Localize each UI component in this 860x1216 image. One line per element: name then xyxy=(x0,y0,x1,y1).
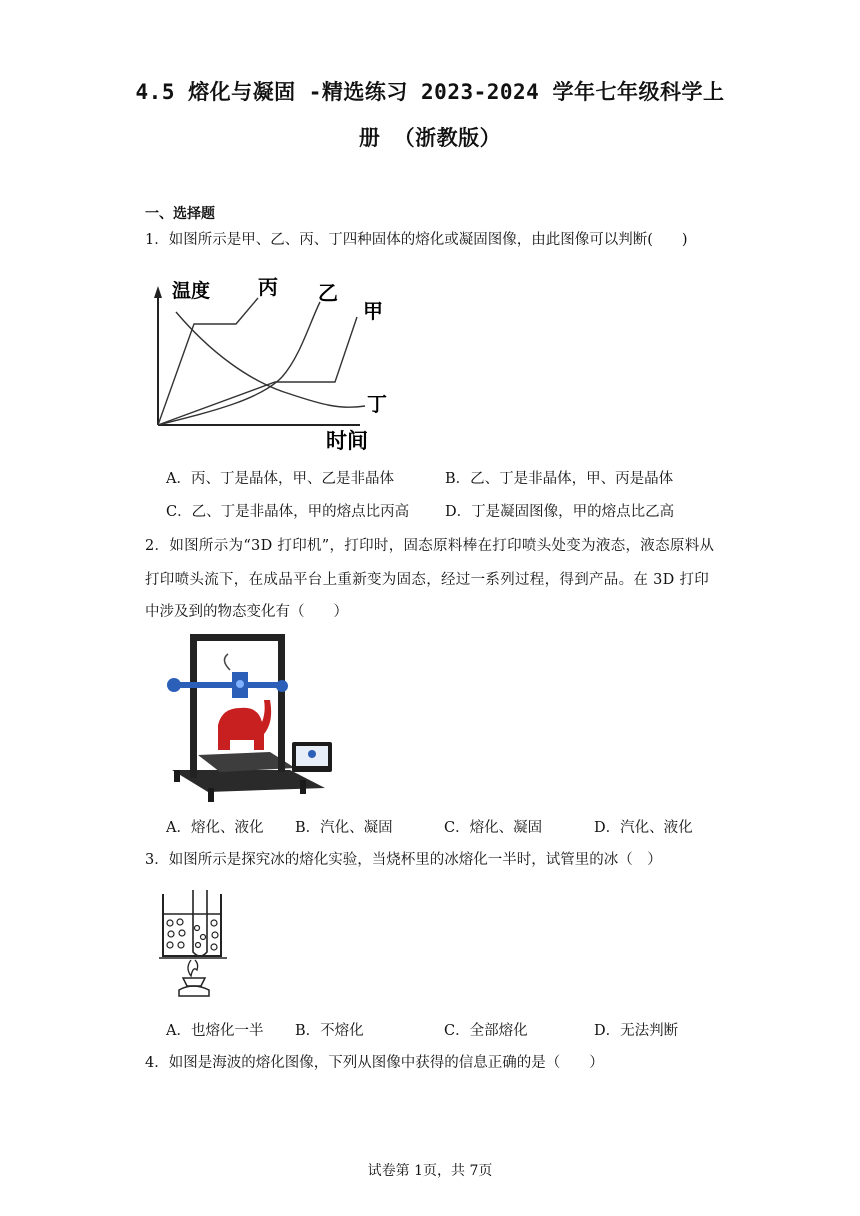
question-2-line3: 中涉及到的物态变化有（ ） xyxy=(145,604,348,620)
question-4-text: 4．如图是海波的熔化图像，下列从图像中获得的信息正确的是（ ） xyxy=(145,1055,604,1071)
label-ding: 丁 xyxy=(367,392,387,416)
question-2-line2: 打印喷头流下，在成品平台上重新变为固态，经过一系列过程，得到产品。在 3D 打印 xyxy=(145,572,710,588)
3d-printer-image xyxy=(160,630,335,808)
x-axis-label: 时间 xyxy=(326,429,368,453)
q2-option-b: B．汽化、凝固 xyxy=(295,820,393,836)
melting-solidification-graph xyxy=(150,272,395,454)
ice-melting-apparatus xyxy=(155,890,235,1002)
alcohol-lamp xyxy=(183,978,205,986)
q1-option-c: C．乙、丁是非晶体，甲的熔点比丙高 xyxy=(166,504,410,520)
q3-option-d: D．无法判断 xyxy=(594,1023,679,1039)
printer-frame-top xyxy=(190,634,285,641)
document-title-line2: 册 （浙教版） xyxy=(358,126,502,150)
q2-option-c: C．熔化、凝固 xyxy=(444,820,543,836)
page-footer: 试卷第 1页，共 7页 xyxy=(367,1163,493,1179)
y-axis-arrow xyxy=(154,286,162,298)
question-1-text: 1．如图所示是甲、乙、丙、丁四种固体的熔化或凝固图像，由此图像可以判断( ) xyxy=(145,232,688,248)
q2-option-d: D．汽化、液化 xyxy=(594,820,693,836)
printer-gantry xyxy=(168,682,286,688)
question-3-text: 3．如图所示是探究冰的熔化实验，当烧杯里的冰熔化一半时，试管里的冰（ ） xyxy=(145,852,662,868)
q3-option-b: B．不熔化 xyxy=(295,1023,364,1039)
q2-option-a: A．熔化、液化 xyxy=(166,820,264,836)
q1-option-d: D．丁是凝固图像，甲的熔点比乙高 xyxy=(445,504,675,520)
curve-ding xyxy=(176,312,365,407)
q3-option-a: A．也熔化一半 xyxy=(166,1023,264,1039)
label-yi: 乙 xyxy=(318,281,338,305)
flame xyxy=(188,960,198,976)
q1-option-a: A．丙、丁是晶体，甲、乙是非晶体 xyxy=(166,471,394,487)
q3-option-c: C．全部熔化 xyxy=(444,1023,528,1039)
printer-frame-right xyxy=(278,634,285,772)
section-heading: 一、选择题 xyxy=(145,206,215,222)
curve-jia xyxy=(158,317,357,425)
document-title-line1: 4.5 熔化与凝固 -精选练习 2023-2024 学年七年级科学上 xyxy=(135,80,725,104)
red-elephant-model xyxy=(218,700,271,750)
y-axis-label: 温度 xyxy=(172,280,211,302)
label-bing: 丙 xyxy=(258,275,278,299)
question-2-line1: 2．如图所示为“3D 打印机”，打印时，固态原料棒在打印喷头处变为液态，液态原料从 xyxy=(145,538,715,554)
q1-option-b: B．乙、丁是非晶体，甲、丙是晶体 xyxy=(445,471,674,487)
printer-frame-left xyxy=(190,638,197,778)
label-jia: 甲 xyxy=(363,299,383,323)
